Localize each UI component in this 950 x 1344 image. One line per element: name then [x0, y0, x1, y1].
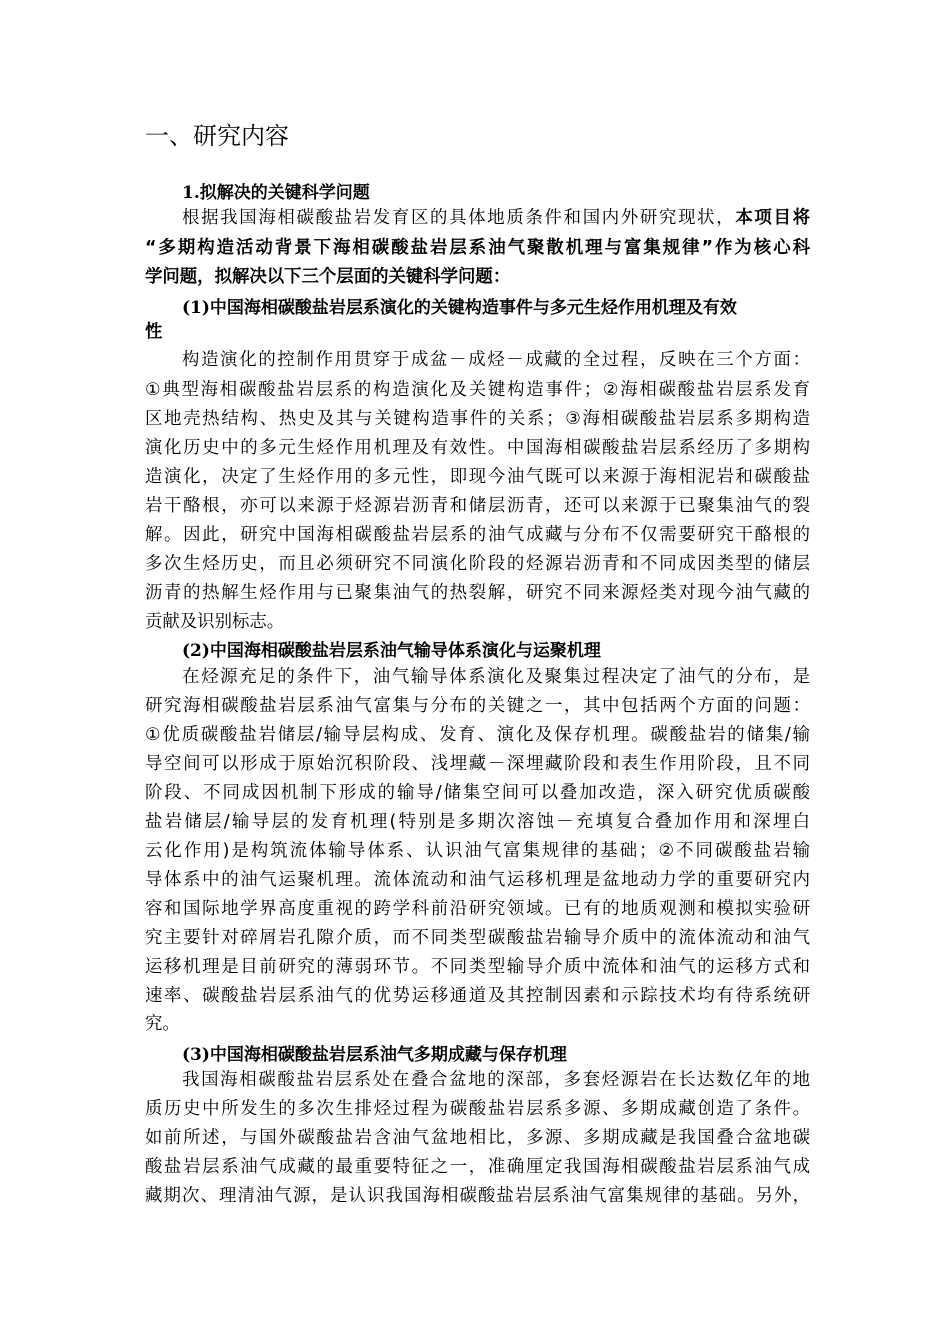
paragraph-line: 研究海相碳酸盐岩层系油气富集与分布的关键之一，其中包括两个方面的问题：: [145, 696, 810, 716]
paragraph-line: 阶段、不同成因机制下形成的输导/储集空间可以叠加改造，深入研究优质碳酸: [145, 783, 810, 803]
paragraph-line: 演化历史中的多元生烃作用机理及有效性。中国海相碳酸盐岩层系经历了多期构: [145, 438, 810, 458]
question-number: (3): [182, 1045, 210, 1065]
paragraph-line: 运移机理是目前研究的薄弱环节。不同类型输导介质中流体和油气的运移方式和: [145, 957, 810, 977]
question-title-text: 中国海相碳酸盐岩层系油气输导体系演化与运聚机理: [209, 641, 601, 661]
paragraph-line: 藏期次、理清油气源，是认识我国海相碳酸盐岩层系油气富集规律的基础。另外，: [145, 1186, 810, 1206]
subsection-title-text: 拟解决的关键科学问题: [199, 183, 370, 203]
paragraph-line: 岩干酪根，亦可以来源于烃源岩沥青和储层沥青，还可以来源于已聚集油气的裂: [145, 496, 810, 516]
paragraph-line: 构造演化的控制作用贯穿于成盆－成烃－成藏的全过程，反映在三个方面：: [182, 350, 810, 370]
paragraph-line: “多期构造活动背景下海相碳酸盐岩层系油气聚散机理与富集规律”作为核心科: [145, 238, 810, 258]
paragraph-line: 在烃源充足的条件下，油气输导体系演化及聚集过程决定了油气的分布，是: [182, 667, 810, 687]
paragraph-line: 根据我国海相碳酸盐岩发育区的具体地质条件和国内外研究现状，本项目将: [182, 208, 810, 228]
question-1-title-cont: 性: [145, 322, 163, 342]
paragraph-line: 云化作用)是构筑流体输导体系、认识油气富集规律的基础；②不同碳酸盐岩输: [145, 841, 810, 861]
paragraph-line: 沥青的热解生烃作用与已聚集油气的热裂解，研究不同来源烃类对现今油气藏的: [145, 583, 810, 603]
paragraph-line: 速率、碳酸盐岩层系油气的优势运移通道及其控制因素和示踪技术均有待系统研: [145, 986, 810, 1006]
question-2-title: [182, 639, 601, 663]
question-3-title: [182, 1043, 567, 1067]
paragraph-line: 多次生烃历史，而且必须研究不同演化阶段的烃源岩沥青和不同成因类型的储层: [145, 554, 810, 574]
question-number: (2): [182, 641, 210, 661]
paragraph-line: 质历史中所发生的多次生排烃过程为碳酸盐岩层系多源、多期成藏创造了条件。: [145, 1099, 810, 1119]
paragraph-line: 我国海相碳酸盐岩层系处在叠合盆地的深部，多套烃源岩在长达数亿年的地: [182, 1070, 810, 1090]
paragraph-line: 区地壳热结构、热史及其与关键构造事件的关系；③海相碳酸盐岩层系多期构造: [145, 409, 810, 429]
paragraph-line: 盐岩储层/输导层的发育机理(特别是多期次溶蚀－充填复合叠加作用和深埋白: [145, 812, 810, 832]
paragraph-line: 解。因此，研究中国海相碳酸盐岩层系的油气成藏与分布不仅需要研究干酪根的: [145, 525, 810, 545]
question-title-text: 中国海相碳酸盐岩层系油气多期成藏与保存机理: [209, 1045, 567, 1065]
paragraph-line: 容和国际地学界高度重视的跨学科前沿研究领域。已有的地质观测和模拟实验研: [145, 899, 810, 919]
paragraph-line: 究。: [145, 1014, 180, 1034]
paragraph-line: 造演化，决定了生烃作用的多元性，即现今油气既可以来源于海相泥岩和碳酸盐: [145, 467, 810, 487]
paragraph-line: 导空间可以形成于原始沉积阶段、浅埋藏－深埋藏阶段和表生作用阶段，且不同: [145, 754, 810, 774]
paragraph-line: ①优质碳酸盐岩储层/输导层构成、发育、演化及保存机理。碳酸盐岩的储集/输: [145, 725, 810, 745]
paragraph-line: 贡献及识别标志。: [145, 612, 285, 632]
paragraph-line: ①典型海相碳酸盐岩层系的构造演化及关键构造事件；②海相碳酸盐岩层系发育: [145, 380, 810, 400]
paragraph-line: 如前所述，与国外碳酸盐岩含油气盆地相比，多源、多期成藏是我国叠合盆地碳: [145, 1128, 810, 1148]
subsection-title-1: [182, 181, 370, 205]
paragraph-line: 学问题，拟解决以下三个层面的关键科学问题：: [145, 267, 511, 287]
subsection-number: 1.: [182, 183, 200, 203]
paragraph-line: 导体系中的油气运聚机理。流体流动和油气运移机理是盆地动力学的重要研究内: [145, 870, 810, 890]
question-1-title: [182, 296, 737, 320]
paragraph-line: 酸盐岩层系油气成藏的最重要特征之一，准确厘定我国海相碳酸盐岩层系油气成: [145, 1157, 810, 1177]
question-title-text: 中国海相碳酸盐岩层系演化的关键构造事件与多元生烃作用机理及有效: [209, 298, 737, 318]
paragraph-line: 究主要针对碎屑岩孔隙介质，而不同类型碳酸盐岩输导介质中的流体流动和油气: [145, 928, 810, 948]
section-heading: 一、研究内容: [145, 122, 289, 150]
question-number: (1): [182, 298, 210, 318]
